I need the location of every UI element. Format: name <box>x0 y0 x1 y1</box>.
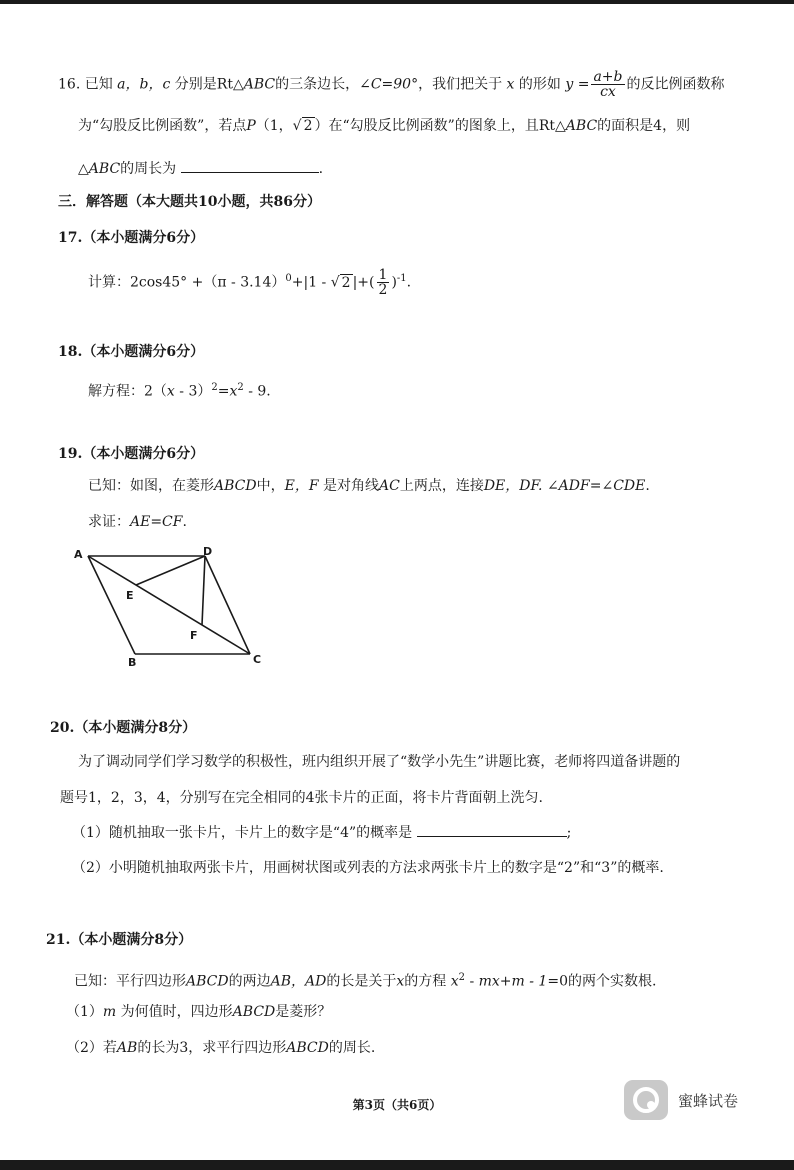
q19-text: =∠ <box>589 478 614 494</box>
q21-line-1 <box>74 968 656 992</box>
segment-de <box>136 556 205 585</box>
math-x: x <box>396 973 405 990</box>
q19-text: 上两点，连接 <box>399 478 484 494</box>
fraction-numerator: 1 <box>378 267 388 283</box>
q16-text: 的三条边长，∠ <box>275 76 371 93</box>
math-abc-tri: ABC <box>88 161 121 177</box>
math-cde: CDE <box>613 478 646 494</box>
q19-text: 求证： <box>88 514 130 530</box>
math-x: x <box>166 383 175 400</box>
point-label-b: B <box>128 656 137 669</box>
q17-fraction <box>377 268 390 297</box>
point-label-e: E <box>126 589 134 602</box>
math-abc-tri: ABC <box>243 76 276 93</box>
q20-text: （1）随机抽取一张卡片，卡片上的数字是“4”的概率是 <box>72 825 413 841</box>
q19-text: . <box>645 478 650 494</box>
answer-blank[interactable] <box>417 822 567 837</box>
q21-text: 已知：平行四边形 <box>74 973 186 990</box>
math-mx-m-1: mx+m - 1 <box>478 973 548 990</box>
math-y-eq: y = <box>565 76 590 93</box>
q16-line-1 <box>58 70 725 99</box>
q21-text: 的长是关于 <box>326 973 397 990</box>
answer-blank[interactable] <box>181 158 319 173</box>
q16-text: 的反比例函数称 <box>626 76 725 93</box>
math-rt: Rt△ <box>216 76 244 93</box>
math-abcd: ABCD <box>186 973 229 990</box>
q16-text: ）在“勾股反比例函数”的图象上，且 <box>314 118 539 134</box>
q17-text: ) <box>391 274 397 291</box>
q21-text: 的方程 <box>404 973 447 990</box>
q21-text: 的长为3，求平行四边形 <box>137 1040 287 1056</box>
q16-text: ，我们把关于 <box>418 76 503 93</box>
q17-expression <box>88 268 411 297</box>
q18-header: 18.（本小题满分6分） <box>58 344 205 360</box>
page-number: 第3页（共6页） <box>352 1098 442 1112</box>
math-adf: ADF <box>558 478 590 494</box>
math-abcd: ABCD <box>214 478 257 494</box>
math-ac: AC <box>379 478 400 494</box>
sqrt-icon: √ <box>292 118 302 134</box>
q21-header: 21.（本小题满分8分） <box>46 932 193 948</box>
point-label-d: D <box>203 545 213 558</box>
q16-text: . <box>318 161 324 177</box>
math-abc-tri: ABC <box>565 118 598 134</box>
q20-line-3 <box>72 822 571 843</box>
fraction-denominator: 2 <box>378 282 388 298</box>
math-angle-c: C=90° <box>370 76 419 93</box>
q17-text: 计算：2cos45° +（π - 3.14） <box>88 274 286 291</box>
math-ab-ad: AB，AD <box>270 973 327 990</box>
math-x: x <box>450 973 459 990</box>
math-x: x <box>506 76 515 93</box>
q19-text: 已知：如图，在菱形 <box>88 478 214 494</box>
rhombus-figure <box>70 544 280 670</box>
q18-text: - 3） <box>179 383 212 400</box>
math-ef: E，F <box>284 478 319 494</box>
q16-text: 分别是 <box>174 76 217 93</box>
q21-exponent: 2 <box>458 972 465 983</box>
q16-text: △ <box>78 161 89 177</box>
q21-text: （1） <box>66 1004 103 1020</box>
q16-text: 的形如 <box>518 76 561 93</box>
math-sqrt2: 2 <box>303 118 313 134</box>
edge-dc <box>205 556 250 654</box>
q16-text: （1， <box>255 118 293 134</box>
scan-border-top <box>0 0 794 4</box>
q17-exponent: 0 <box>285 272 292 284</box>
q21-text: - <box>469 973 479 990</box>
q21-text: =0的两个实数根. <box>547 973 657 990</box>
q16-number: 16. <box>58 76 81 93</box>
point-label-f: F <box>190 629 198 642</box>
math-de-df: DE，DF. <box>483 478 543 494</box>
q19-line-2 <box>88 512 187 532</box>
section-heading: 三．解答题（本大题共10小题，共86分） <box>58 194 321 210</box>
q19-header: 19.（本小题满分6分） <box>58 446 205 462</box>
q21-line-2 <box>66 1002 331 1022</box>
q20-header: 20.（本小题满分8分） <box>50 720 197 736</box>
math-x: x <box>229 383 238 400</box>
q16-line-2 <box>78 116 690 136</box>
q19-text: ∠ <box>546 478 559 494</box>
math-abcd: ABCD <box>286 1040 329 1056</box>
math-m: m <box>102 1004 117 1020</box>
watermark-text: 蜜蜂试卷 <box>678 1092 739 1110</box>
q18-text: - 9. <box>248 383 271 400</box>
q18-exponent: 2 <box>237 382 244 393</box>
fraction-denominator: cx <box>600 84 616 100</box>
q21-text: 是菱形？ <box>275 1004 332 1020</box>
q19-line-1 <box>88 476 650 496</box>
math-rt: Rt△ <box>538 118 566 134</box>
q17-text: . <box>406 274 412 291</box>
q20-line-1: 为了调动同学们学习数学的积极性，班内组织开展了“数学小先生”讲题比赛，老师将四道备讲题的 <box>78 754 681 770</box>
q19-text: 中， <box>256 478 285 494</box>
q17-exponent: -1 <box>396 272 407 284</box>
watermark <box>624 1080 774 1120</box>
q16-text: 已知 <box>84 76 113 93</box>
q18-equation <box>88 378 271 402</box>
q18-text: = <box>217 383 230 400</box>
q21-text: 为何值时，四边形 <box>120 1004 233 1020</box>
point-label-a: A <box>74 548 83 561</box>
segment-df <box>202 556 205 625</box>
q17-text: +|1 - <box>291 274 327 291</box>
q16-text: 的面积是4，则 <box>597 118 691 134</box>
q20-line-2: 题号1，2，3，4，分别写在完全相同的4张卡片的正面，将卡片背面朝上洗匀. <box>60 790 543 806</box>
math-abc: a，b，c <box>117 76 171 93</box>
q18-exponent: 2 <box>211 382 218 393</box>
math-ae-cf: AE=CF <box>130 514 183 530</box>
q17-text: |+( <box>352 274 375 291</box>
q16-text: 为“勾股反比例函数”，若点 <box>78 118 247 134</box>
math-p: P <box>246 118 256 134</box>
math-abcd: ABCD <box>232 1004 276 1020</box>
q21-text: 的周长. <box>328 1040 376 1056</box>
q16-line-3 <box>78 158 323 179</box>
q20-line-4: （2）小明随机抽取两张卡片，用画树状图或列表的方法求两张卡片上的数字是“2”和“3”的概率. <box>72 860 664 876</box>
q20-text: ; <box>566 825 572 841</box>
q19-text: 是对角线 <box>323 478 379 494</box>
fraction-numerator: a+b <box>593 69 623 85</box>
q18-text: 解方程：2（ <box>88 383 167 400</box>
q19-text: . <box>182 514 187 530</box>
point-label-c: C <box>253 653 262 666</box>
q21-text: （2）若 <box>66 1040 117 1056</box>
math-ab: AB <box>116 1040 138 1056</box>
sqrt-icon: √ <box>330 274 340 291</box>
math-sqrt2: 2 <box>341 274 351 291</box>
q21-line-3 <box>66 1038 375 1058</box>
scan-border-bottom <box>0 1160 794 1170</box>
q16-text: 的周长为 <box>120 161 177 177</box>
bee-logo-icon <box>624 1080 668 1120</box>
q16-fraction <box>591 70 624 99</box>
q21-text: 的两边 <box>228 973 271 990</box>
q17-header: 17.（本小题满分6分） <box>58 230 205 246</box>
